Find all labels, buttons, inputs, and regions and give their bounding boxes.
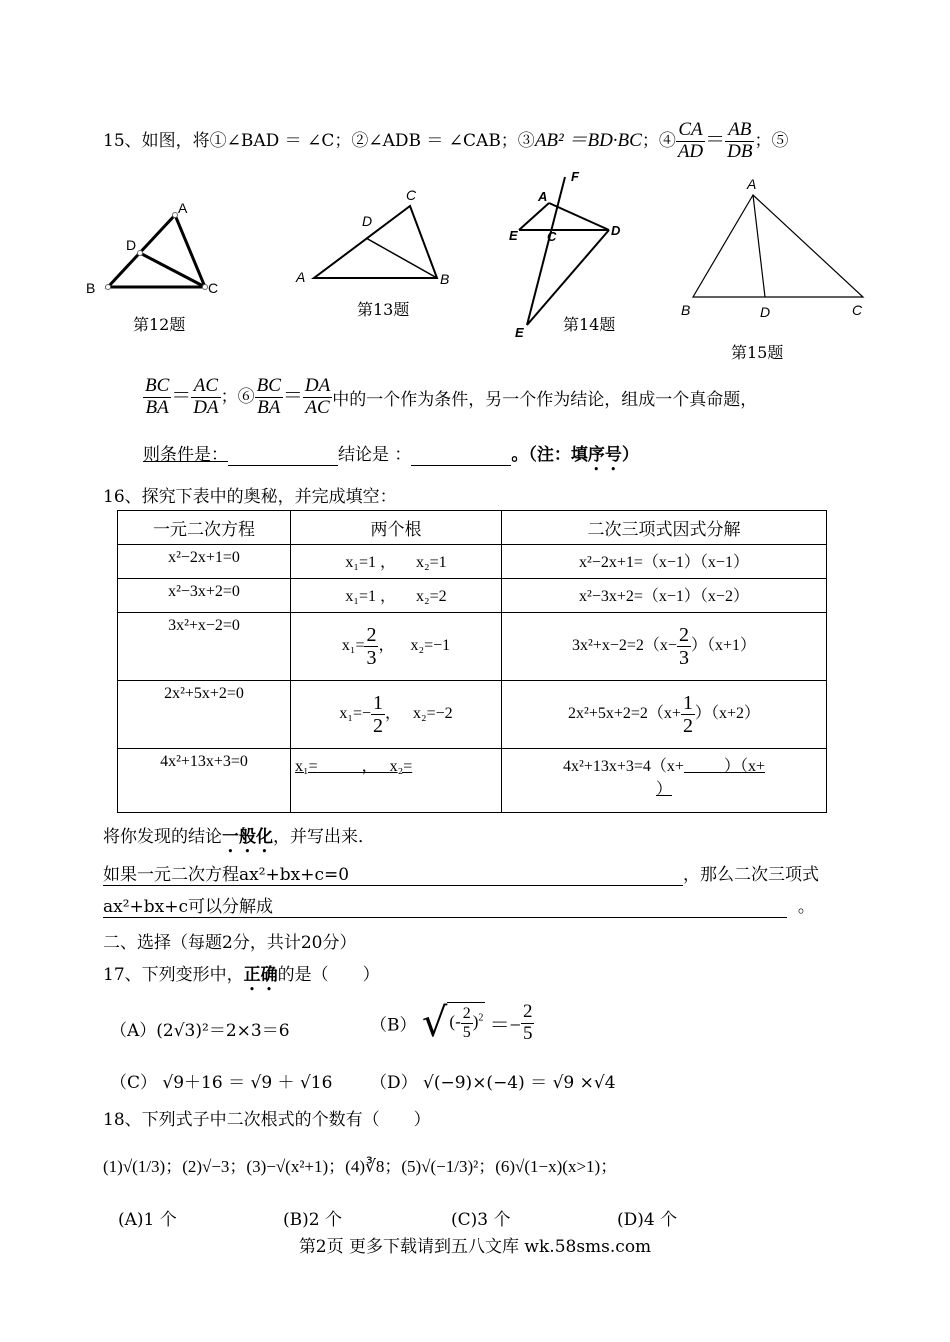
q15-line3: 则条件是： 结论是 ： 。（注：填序号） xyxy=(143,445,639,465)
figure-15 xyxy=(675,175,870,325)
table-cell: 3x²+x−2=0 xyxy=(118,613,291,681)
fig15-label-b: B xyxy=(681,302,691,318)
fig12-caption: 第12题 xyxy=(133,315,186,334)
q15-after5: ；⑥ xyxy=(220,386,255,407)
table-cell: x²−2x+1=（x−1）（x−1） xyxy=(502,545,827,579)
q17-option-d[interactable]: （D） √(−9)×(−4) ＝ √9 ×√4 xyxy=(370,1073,616,1093)
q18-option-a[interactable]: (A)1 个 xyxy=(118,1210,177,1230)
q16-if-line[interactable]: 如果一元二次方程ax²+bx+c=0 ，那么二次三项式 xyxy=(103,860,848,886)
table-row xyxy=(118,545,827,579)
table-cell: 2x²+5x+2=2（x+ $\frac{1}{2}$ ）（x+2） xyxy=(502,681,827,749)
q17-option-a[interactable]: （A）(2√3)²＝2×3＝6 xyxy=(110,1021,290,1041)
q15-frac5b: $\frac{AC}{DA}$ xyxy=(193,375,219,418)
fig13-label-a: A xyxy=(296,269,306,285)
q15-frac5a: $\frac{BC}{BA}$ xyxy=(145,375,170,418)
page-footer: 第2页 更多下载请到五八文库 wk.58sms.com xyxy=(298,1237,652,1257)
table-row xyxy=(118,681,827,749)
table-header: 一元二次方程 xyxy=(118,511,291,545)
fig12-label-d: D xyxy=(126,237,137,253)
fig12-label-a: A xyxy=(178,200,188,216)
fig13-label-b: B xyxy=(440,271,450,287)
q15-item3: AB² ＝BD·BC xyxy=(534,129,642,151)
q15-after4: ；⑤ xyxy=(754,130,789,151)
q15-prefix: 15、如图，将①∠BAD ＝ ∠C；②∠ADB ＝ ∠CAB；③ xyxy=(103,130,535,151)
q15-line2: $\frac{BC}{BA}$ ＝ $\frac{AC}{DA}$ ；⑥ $\frac{BC}{BA}$ ＝ $\frac{DA}{AC}$ 中的一个作为条件，另一个作为结论，组成一个真命题， xyxy=(145,375,758,418)
fig14-label-c: C xyxy=(547,229,557,244)
table-header: 二次三项式因式分解 xyxy=(502,511,827,545)
q15-line1: 15、如图，将①∠BAD ＝ ∠C；②∠ADB ＝ ∠CAB；③AB² ＝BD·BC；④ $\frac{CA}{AD}$ ＝ $\frac{AB}{DB}$ ；⑤ xyxy=(103,119,789,162)
table-cell: x₁= $\frac{2}{3}$ ， x₂=−1 xyxy=(291,613,502,681)
table-cell: x²−3x+2=0 xyxy=(118,579,291,613)
q16-title: 16、探究下表中的奥秘，并完成填空： xyxy=(103,487,397,507)
q17-option-b[interactable]: （B） √ (- $\frac{2}{5}$ )$^2$ ＝− $\frac{2}{5}$ xyxy=(370,1000,533,1046)
q17-option-c[interactable]: （C） √9＋16 ＝ √9 ＋ √16 xyxy=(110,1073,333,1093)
fig14-label-d: D xyxy=(611,223,621,238)
fig13-label-d: D xyxy=(362,213,373,229)
fig12-label-c: C xyxy=(208,280,219,296)
q15-note-emph: 序号 xyxy=(587,445,622,465)
q15-condition-blank[interactable] xyxy=(228,445,338,466)
fig14-label-e2: E xyxy=(515,325,524,340)
q16-conclusion-prompt: 将你发现的结论一般化，并写出来． xyxy=(103,827,375,847)
fig14-label-a: A xyxy=(538,189,548,204)
table-row xyxy=(118,579,827,613)
fig14-label-e1: E xyxy=(509,228,518,243)
table-cell: x₁=− $\frac{1}{2}$ ， x₂=−2 xyxy=(291,681,502,749)
table-cell[interactable]: 4x²+13x+3=4（x+ ）（x+ ） xyxy=(502,749,827,813)
q18-option-b[interactable]: (B)2 个 xyxy=(283,1210,342,1230)
table-cell: 4x²+13x+3=0 xyxy=(118,749,291,813)
q16-can-line[interactable]: ax²+bx+c可以分解成 。 xyxy=(103,892,815,918)
q15-conclusion-blank[interactable] xyxy=(411,445,511,466)
fig14-label-f: F xyxy=(571,169,579,184)
table-cell[interactable]: x₁= ， x₂= xyxy=(291,749,502,813)
q15-frac4b: $\frac{AB}{DB}$ xyxy=(727,119,753,162)
fig15-caption: 第15题 xyxy=(731,343,784,362)
fig15-label-c: C xyxy=(852,302,863,318)
q18-items: (1)√(1/3)；(2)√−3；(3)−√(x²+1)；(4)∛8；(5)√(−1/3)²；(6)√(1−x)(x>1)； xyxy=(103,1157,618,1176)
q15-frac4a: $\frac{CA}{AD}$ xyxy=(677,119,704,162)
q15-frac6b: $\frac{DA}{AC}$ xyxy=(304,375,331,418)
table-cell: x²−2x+1=0 xyxy=(118,545,291,579)
table-header: 两个根 xyxy=(291,511,502,545)
fig15-label-d: D xyxy=(760,304,771,320)
table-row xyxy=(118,613,827,681)
table-cell: 3x²+x−2=2（x− $\frac{2}{3}$ ）（x+1） xyxy=(502,613,827,681)
q18-stem: 18、下列式子中二次根式的个数有（ ） xyxy=(103,1110,431,1130)
q15-condition-label: 则条件是： xyxy=(143,445,228,465)
q15-frac6a: $\frac{BC}{BA}$ xyxy=(256,375,281,418)
table-cell: x₁=1 ， x₂=2 xyxy=(291,579,502,613)
table-cell: x₁=1 ， x₂=1 xyxy=(291,545,502,579)
table-cell: x²−3x+2=（x−1）（x−2） xyxy=(502,579,827,613)
q16-table xyxy=(117,510,827,813)
fig13-label-c: C xyxy=(406,187,417,203)
section-2-title: 二、选择（每题2分，共计20分） xyxy=(103,933,357,953)
figure-13 xyxy=(290,180,465,290)
q15-sep3: ；④ xyxy=(641,130,676,151)
fig13-caption: 第13题 xyxy=(357,300,410,319)
q17-stem: 17、下列变形中，正确的是（ ） xyxy=(103,965,380,985)
q18-option-c[interactable]: (C)3 个 xyxy=(451,1210,511,1230)
fig14-caption: 第14题 xyxy=(563,315,616,334)
q18-option-d[interactable]: (D)4 个 xyxy=(617,1210,678,1230)
q15-conclusion-label: 结论是 ： xyxy=(338,445,412,465)
q15-line2-text: 中的一个作为条件，另一个作为结论，组成一个真命题， xyxy=(332,389,758,410)
table-row xyxy=(118,749,827,813)
fig12-label-b: B xyxy=(86,280,96,296)
table-cell: 2x²+5x+2=0 xyxy=(118,681,291,749)
q15-note: 。（注：填 xyxy=(511,445,588,465)
fig15-label-a: A xyxy=(747,176,757,192)
figure-12 xyxy=(80,195,230,300)
